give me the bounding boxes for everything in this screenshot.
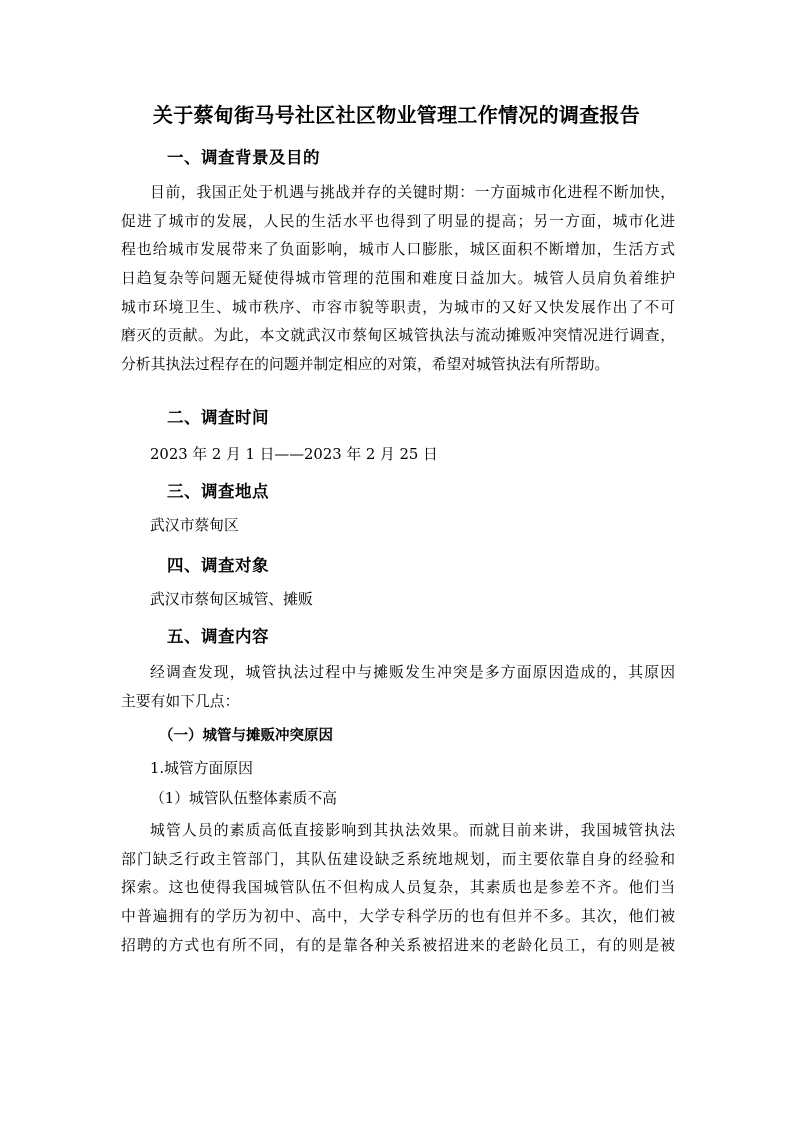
- document-title: 关于蔡甸街马号社区社区物业管理工作情况的调查报告: [152, 103, 641, 127]
- section-heading-subjects: 四、调查对象: [167, 556, 269, 575]
- paragraph-line: 城市环境卫生、城市秩序、市容市貌等职责，为城市的又好又快发展作出了不可: [121, 298, 675, 316]
- paragraph-line: 日趋复杂等问题无疑使得城市管理的范围和难度日益加大。城管人员肩负着维护: [121, 270, 675, 288]
- section-heading-time: 二、调查时间: [167, 408, 269, 427]
- sub-heading-conflict-causes: （一）城管与摊贩冲突原因: [159, 728, 333, 744]
- paragraph-line: 目前，我国正处于机遇与挑战并存的关键时期：一方面城市化进程不断加快，: [150, 184, 675, 201]
- paragraph-team-quality: [121, 817, 675, 960]
- paragraph-line: 磨灭的贡献。为此，本文就武汉市蔡甸区城管执法与流动摊贩冲突情况进行调查，: [121, 327, 675, 345]
- paragraph-line: 主要有如下几点：: [121, 692, 240, 710]
- survey-location-text: 武汉市蔡甸区: [150, 517, 239, 534]
- paragraph-line: 探索。这也使得我国城管队伍不但构成人员复杂，其素质也是参差不齐。他们当: [121, 879, 675, 897]
- section-heading-location: 三、调查地点: [167, 482, 269, 501]
- paragraph-line: 中普遍拥有的学历为初中、高中，大学专科学历的也有但并不多。其次，他们被: [121, 908, 675, 926]
- survey-time-text: 2023 年 2 月 1 日——2023 年 2 月 25 日: [150, 446, 438, 463]
- section-heading-background: 一、调查背景及目的: [167, 148, 320, 167]
- sub-sub-item-team-quality: （1）城管队伍整体素质不高: [150, 790, 337, 807]
- paragraph-line: 经调查发现，城管执法过程中与摊贩发生冲突是多方面原因造成的，其原因: [150, 664, 675, 681]
- sub-item-urban-management: 1.城管方面原因: [150, 760, 253, 777]
- paragraph-line: 招聘的方式也有所不同，有的是靠各种关系被招进来的老龄化员工，有的则是被: [121, 936, 675, 954]
- section-heading-content: 五、调查内容: [167, 627, 269, 646]
- paragraph-line: 程也给城市发展带来了负面影响，城市人口膨胀，城区面积不断增加，生活方式: [121, 241, 675, 259]
- paragraph-line: 促进了城市的发展，人民的生活水平也得到了明显的提高；另一方面，城市化进: [121, 212, 675, 230]
- paragraph-background: [121, 179, 675, 380]
- paragraph-line: 部门缺乏行政主管部门，其队伍建设缺乏系统地规划，而主要依靠自身的经验和: [121, 850, 675, 868]
- paragraph-content-intro: [121, 659, 675, 716]
- paragraph-line: 城管人员的素质高低直接影响到其执法效果。而就目前来讲，我国城管执法: [150, 822, 675, 839]
- paragraph-line: 分析其执法过程存在的问题并制定相应的对策，希望对城管执法有所帮助。: [121, 356, 610, 374]
- survey-subjects-text: 武汉市蔡甸区城管、摊贩: [150, 591, 313, 608]
